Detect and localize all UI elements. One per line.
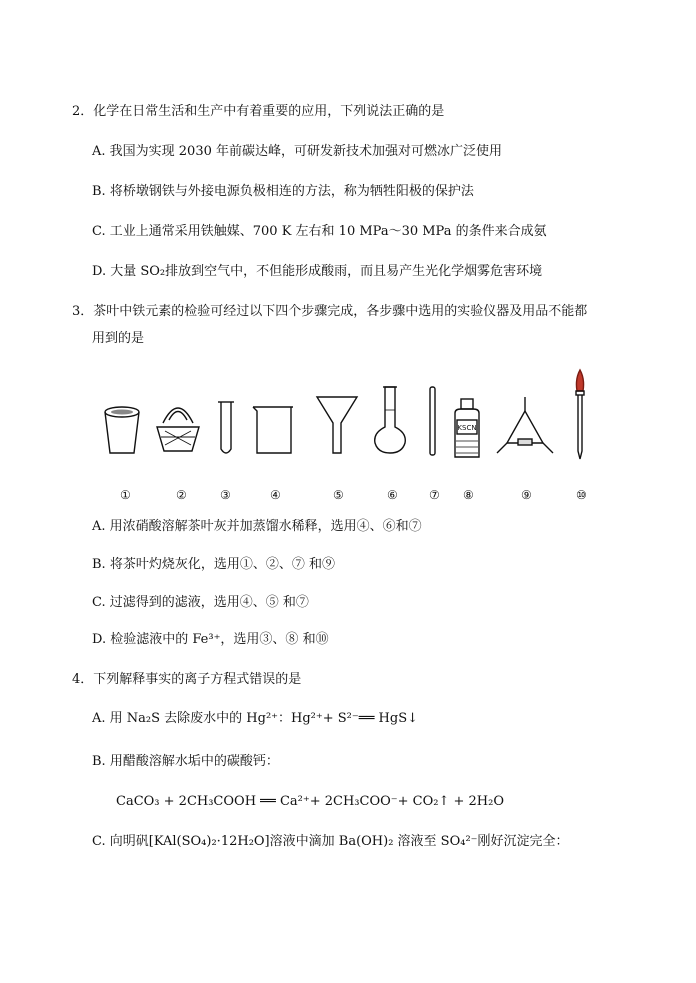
question-2-stem: 2．化学在日常生活和生产中有着重要的应用，下列说法正确的是: [72, 104, 445, 119]
test-tube-icon: [218, 402, 234, 453]
crucible-icon: [105, 407, 139, 453]
question-4-option-c: C. 向明矾[KAl(SO₄)₂·12H₂O]溶液中滴加 Ba(OH)₂ 溶液至 SO₄²⁻刚好沉淀完全：: [92, 834, 569, 849]
question-2-option-a: A. 我国为实现 2030 年前碳达峰，可研发新技术加强对可燃冰广泛使用: [92, 144, 503, 159]
dropper-icon: [576, 370, 584, 459]
apparatus-label-6: ⑥: [387, 488, 398, 502]
apparatus-label-7: ⑦: [429, 488, 440, 502]
apparatus-label-3: ③: [220, 488, 231, 502]
volumetric-flask-icon: [375, 387, 406, 453]
question-4-option-a: A. 用 Na₂S 去除废水中的 Hg²⁺：Hg²⁺+ S²⁻══ HgS↓: [92, 711, 419, 726]
question-3-option-d: D. 检验滤液中的 Fe³⁺，选用③、⑧ 和⑩: [92, 632, 329, 647]
glass-rod-icon: [430, 387, 435, 455]
question-3-option-a: A. 用浓硝酸溶解茶叶灰并加蒸馏水稀释，选用④、⑥和⑦: [92, 519, 422, 534]
funnel-icon: [317, 397, 357, 453]
apparatus-label-5: ⑤: [333, 488, 344, 502]
apparatus-label-4: ④: [270, 488, 281, 502]
kscn-bottle-label: KSCN: [457, 424, 477, 432]
apparatus-number-labels: [0, 488, 696, 506]
question-2-option-d: D. 大量 SO₂排放到空气中，不但能形成酸雨，而且易产生光化学烟雾危害环境: [92, 264, 543, 279]
question-3-stem-continued: 用到的是: [92, 331, 145, 346]
question-2-option-b: B. 将桥墩钢铁与外接电源负极相连的方法，称为牺牲阳极的保护法: [92, 184, 474, 199]
question-4-option-b: B. 用醋酸溶解水垢中的碳酸钙：: [92, 754, 279, 769]
question-4-option-b-equation: CaCO₃ + 2CH₃COOH ══ Ca²⁺+ 2CH₃COO⁻+ CO₂↑ + 2H₂O: [116, 794, 505, 809]
apparatus-label-10: ⑩: [576, 488, 587, 502]
question-3-option-c: C. 过滤得到的滤液，选用④、⑤ 和⑦: [92, 595, 309, 610]
question-3-option-b: B. 将茶叶灼烧灰化，选用①、②、⑦ 和⑨: [92, 557, 335, 572]
kscn-reagent-bottle-icon: [455, 399, 479, 457]
lab-apparatus-figure: [95, 365, 615, 465]
apparatus-label-8: ⑧: [463, 488, 474, 502]
beaker-icon: [253, 407, 293, 453]
apparatus-label-1: ①: [120, 488, 131, 502]
apparatus-label-9: ⑨: [521, 488, 532, 502]
question-2-option-c: C. 工业上通常采用铁触媒、700 K 左右和 10 MPa～30 MPa 的条件来合成氨: [92, 224, 547, 239]
apparatus-label-2: ②: [176, 488, 187, 502]
question-3-stem: 3．茶叶中铁元素的检验可经过以下四个步骤完成，各步骤中选用的实验仪器及用品不能都: [72, 304, 588, 319]
clay-triangle-icon: [497, 397, 553, 453]
question-4-stem: 4．下列解释事实的离子方程式错误的是: [72, 672, 302, 687]
crucible-in-clay-triangle-icon: [157, 408, 199, 451]
